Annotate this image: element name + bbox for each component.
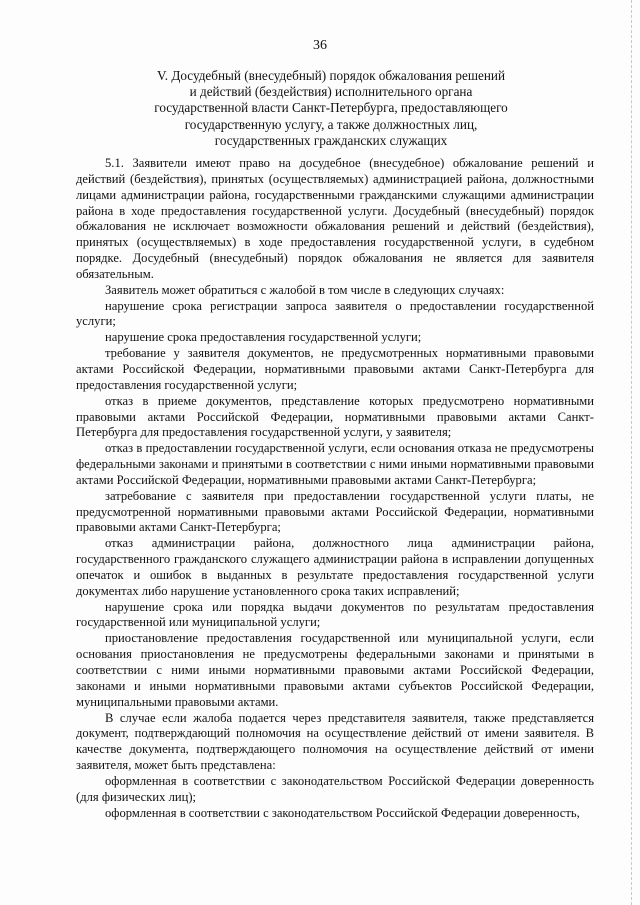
section-title-line: государственную услугу, а также должностных лиц,	[184, 116, 478, 132]
paragraph-complaint-cases-intro: Заявитель может обратиться с жалобой в том числе в следующих случаях:	[105, 282, 505, 297]
paragraph-5-1: 5.1. Заявители имеют право на досудебное (внесудебное) обжалование решений и действий (бездействия), принятых (осуществляемых) администрацией района, должностными лицами администрации района, государственными гражданскими служащими администрации района в ходе предоставления государственной услуги. Досудебный (внесудебный) порядок обжалования не исключает возможности обжалования решений и действий (бездействия), принятых (осуществляемых) в ходе предоставления государственной услуги, в судебном порядке. Досудебный (внесудебный) порядок обжалования не является для заявителя обязательным.	[76, 156, 594, 281]
section-title-line: государственных гражданских служащих	[214, 132, 448, 148]
list-item: нарушение срока предоставления государственной услуги;	[105, 330, 422, 345]
list-item: оформленная в соответствии с законодательством Российской Федерации доверенность,	[105, 805, 580, 820]
list-item: отказ в предоставлении государственной услуги, если основания отказа не предусмотрены федеральными законами и принятыми в соответствии с ними иными нормативными правовыми актами Российской Федерации, нормативными правовыми актами Санкт-Петербурга;	[76, 441, 594, 487]
page-edge-line	[630, 0, 632, 905]
section-title-line: государственной власти Санкт-Петербурга, предоставляющего	[154, 100, 508, 116]
document-body	[76, 156, 594, 821]
paragraph-representative: В случае если жалоба подается через представителя заявителя, также представляется документ, подтверждающий полномочия на осуществление действий от имени заявителя. В качестве документа, подтверждающего полномочия на осуществление действий от имени заявителя, может быть представлена:	[76, 710, 594, 773]
section-title-line: и действий (бездействия) исполнительного органа	[189, 84, 473, 100]
list-item: приостановление предоставления государственной или муниципальной услуги, если основания приостановления не предусмотрены федеральными законами и принятыми в соответствии с ними иными нормативными правовыми актами Российской Федерации, законами и иными нормативными правовыми актами субъектов Российской Федерации, муниципальными правовыми актами.	[76, 631, 594, 709]
list-item: отказ администрации района, должностного лица администрации района, государственного гражданского служащего администрации района в исправлении допущенных опечаток и ошибок в выданных в результате предоставления государственной услуги документах либо нарушение установленного срока таких исправлений;	[76, 536, 594, 598]
list-item: нарушение срока регистрации запроса заявителя о предоставлении государственной услуги;	[76, 298, 594, 329]
section-title-line: V. Досудебный (внесудебный) порядок обжалования решений	[156, 68, 506, 83]
list-item: нарушение срока или порядка выдачи документов по результатам предоставления государственной или муниципальной услуги;	[76, 599, 594, 630]
list-item: оформленная в соответствии с законодательством Российской Федерации доверенность (для физических лиц);	[76, 773, 594, 804]
section-title	[150, 68, 512, 149]
page-number: 36	[313, 38, 327, 53]
list-item: требование у заявителя документов, не предусмотренных нормативными правовыми актами Российской Федерации, нормативными правовыми актами Санкт-Петербурга для предоставления государственной услуги;	[76, 346, 594, 392]
list-item: затребование с заявителя при предоставлении государственной услуги платы, не предусмотренной нормативными правовыми актами Российской Федерации, нормативными правовыми актами Санкт-Петербурга;	[76, 488, 594, 535]
list-item: отказ в приеме документов, представление которых предусмотрено нормативными правовыми актами Российской Федерации, нормативными правовыми актами Санкт-Петербурга для предоставления государственной услуги, у заявителя;	[76, 393, 594, 440]
